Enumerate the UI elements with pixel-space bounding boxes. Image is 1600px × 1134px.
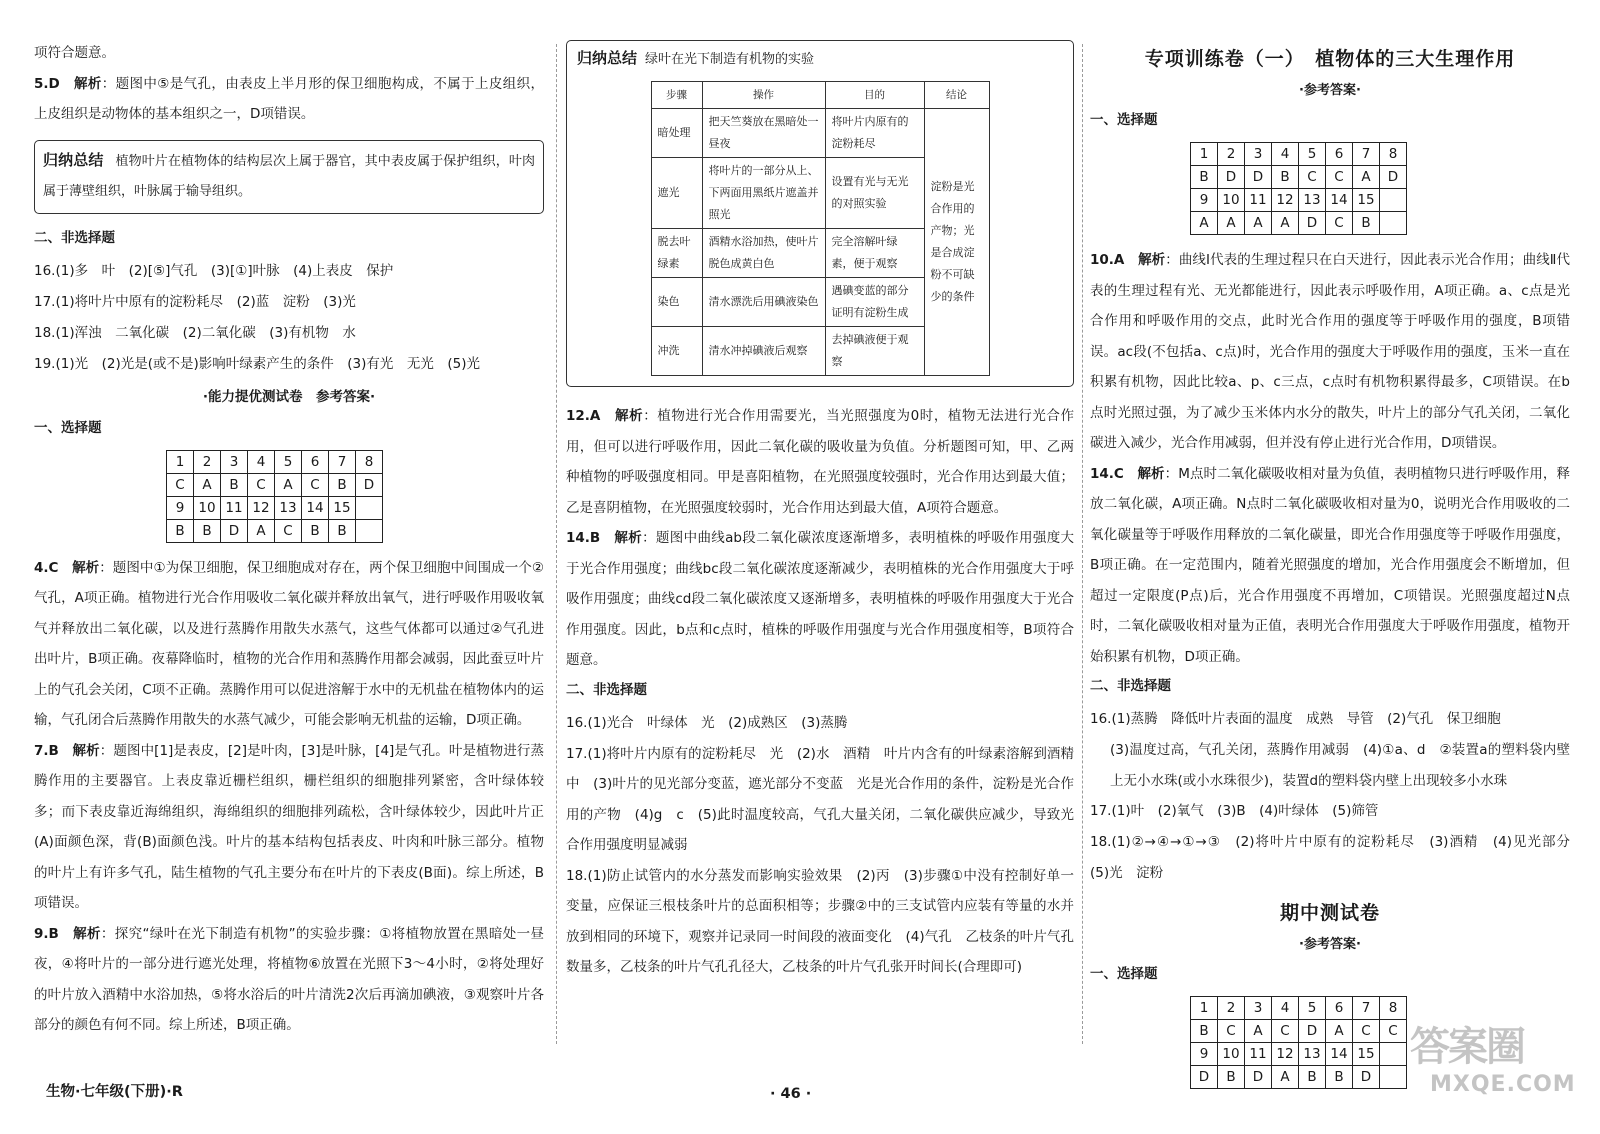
answer-16: 16.(1)蒸腾 降低叶片表面的温度 成熟 导管 (2)气孔 保卫细胞 [1090,711,1501,727]
experiment-summary-box [566,40,1074,387]
section-heading: 一、选择题 [1090,966,1158,982]
column-middle [566,38,1074,1084]
experiment-table: 步骤 操作 目的 结论 暗处理 把天竺葵放在黑暗处一昼夜 将叶片内原有的淀粉耗尽 淀粉是光合作用的产物；光是合成淀粉不可缺少的条件 遮光 将叶片的一部分从上、下两面用黑纸片遮盖并照光 设置有光与无光的对照实验 脱去叶绿素 酒精水浴加热，使叶片脱色成黄白色 完全溶解叶绿素，便于观察 染色 清水漂洗后用碘液染色 遇碘变蓝的部分证明有淀粉生成 冲洗 清水冲掉碘液后观察 去掉碘液便于观察 [651,81,990,376]
section-heading: 一、选择题 [1090,112,1158,128]
section-heading: 二、非选择题 [1090,678,1171,694]
q14-explanation: 14.C 解析：M点时二氧化碳吸收相对量为负值，表明植物只进行呼吸作用，释放二氧化碳，A项正确。N点时二氧化碳吸收相对量为0，说明光合作用吸收的二氧化碳量等于呼吸作用释放的二氧化碳量，即光合作用强度等于呼吸作用强度，B项正确。在一定范围内，随着光照强度的增加，光合作用强度会不断增加，但超过一定限度(P点)后，光合作用强度不再增加，C项错误。光照强度超过N点时，二氧化碳吸收相对量为正值，表明光合作用强度大于呼吸作用强度，植物开始积累有机物，D项正确。 [1090,465,1570,665]
answer-18: 18.(1)②→④→①→③ (2)将叶片中原有的淀粉耗尽 (3)酒精 (4)见光部分 (5)光 淀粉 [1090,834,1584,881]
q4-explanation: 4.C 解析：题图中①为保卫细胞，保卫细胞成对存在，两个保卫细胞中间围成一个②气孔，A项正确。植物进行光合作用吸收二氧化碳并释放出氧气，进行呼吸作用吸收氧气并释放出二氧化碳，以及进行蒸腾作用散失水蒸气，这些气体都可以通过②气孔进出叶片，B项正确。夜幕降临时，植物的光合作用和蒸腾作用都会减弱，因此蚕豆叶片上的气孔会关闭，C项不正确。蒸腾作用可以促进溶解于水中的无机盐在植物体内的运输，气孔闭合后蒸腾作用散失的水蒸气减少，可能会影响无机盐的运输，D项正确。 [34,559,545,728]
experiment-box-subtitle: 绿叶在光下制造有机物的实验 [645,52,815,67]
answer-19: 19.(1)光 (2)光是(或不是)影响叶绿素产生的条件 (3)有光 无光 (5)光 [34,355,480,372]
section-heading: 二、非选择题 [34,229,115,246]
q14-explanation: 14.B 解析：题图中曲线ab段二氧化碳浓度逐渐增多，表明植株的呼吸作用强度大于光合作用强度；曲线bc段二氧化碳浓度逐渐减少，表明植株的光合作用强度大于呼吸作用强度；曲线cd段二氧化碳浓度又逐渐增多，表明植株的呼吸作用强度大于光合作用强度。因此，b点和c点时，植株的呼吸作用强度与光合作用强度相等，B项符合题意。 [566,530,1075,668]
watermark-logo: 答案圈 MXQE.COM [1410,1024,1576,1097]
special-training-title: 专项训练卷（一） 植物体的三大生理作用 [1144,48,1516,70]
section-heading: 二、非选择题 [566,681,647,698]
answer-16: 16.(1)光合 叶绿体 光 (2)成熟区 (3)蒸腾 [566,714,848,731]
test-subtitle: ·能力提优测试卷 参考答案· [202,388,376,405]
answer-17: 17.(1)将叶片内原有的淀粉耗尽 光 (2)水 酒精 叶片内含有的叶绿素溶解到酒精中 (3)叶片的见光部分变蓝，遮光部分不变蓝 光是光合作用的条件，淀粉是光合作用的产物 (4)g c (5)此时温度较高，气孔大量关闭，二氧化碳供应减少，导致光合作用强度明显减弱 [566,745,1074,853]
q7-explanation: 7.B 解析：题图中[1]是表皮，[2]是叶肉，[3]是叶脉，[4]是气孔。叶是植物进行蒸腾作用的主要器官。上表皮靠近栅栏组织，栅栏组织的细胞排列紧密，含叶绿体较多；而下表皮靠近海绵组织，海绵组织的细胞排列疏松，含叶绿体较少，因此叶片正(A)面颜色深，背(B)面颜色浅。叶片的基本结构包括表皮、叶肉和叶脉三部分。植物的叶片上有许多气孔，陆生植物的气孔主要分布在叶片的下表皮(B面)。综上所述，B项错误。 [34,742,544,911]
experiment-box-title: 归纳总结 [577,49,638,67]
reference-answers-label: ·参考答案· [1299,83,1361,98]
footer-book-title: 生物·七年级(下册)·R [46,1084,183,1100]
q10-explanation: 10.A 解析：曲线Ⅰ代表的生理过程只在白天进行，因此表示光合作用；曲线Ⅱ代表的生理过程有光、无光都能进行，因此表示呼吸作用，A项正确。a、c点是光合作用和呼吸作用的交点，此时光合作用的强度等于呼吸作用的强度，B项错误。ac段(不包括a、c点)时，光合作用的强度大于呼吸作用的强度，玉米一直在积累有机物，因此比较a、p、c三点，c点时有机物积累得最多，C项错误。在b点时光照过强，为了减少玉米体内水分的散失，叶片上的部分气孔关闭，二氧化碳进入减少，光合作用减弱，但并没有停止进行光合作用，D项错误。 [1090,252,1571,451]
reference-answers-label: ·参考答案· [1299,937,1361,952]
answer-key-table: 1 2 3 4 5 6 7 8 C A B C A C B D 9 10 11 12 13 14 15 B B D A C B B [166,450,383,543]
answer-17: 17.(1)将叶片中原有的淀粉耗尽 (2)蓝 淀粉 (3)光 [34,293,356,310]
column-left [34,38,544,1084]
answer-18: 18.(1)防止试管内的水分蒸发而影响实验效果 (2)丙 (3)步骤①中没有控制好单一变量，应保证三根枝条叶片的总面积相等；步骤②中的三支试管内应装有等量的水并放到相同的环境下，观察并记录同一时间段的液面变化 (4)气孔 乙枝条的叶片气孔数量多，乙枝条的叶片气孔孔径大，乙枝条的叶片气孔张开时间长(合理即可) [566,867,1074,975]
section-heading: 一、选择题 [34,419,102,436]
carryover-text: 项符合题意。 [34,45,115,61]
q12-explanation: 12.A 解析：植物进行光合作用需要光，当光照强度为0时，植物无法进行光合作用，但可以进行呼吸作用，因此二氧化碳的吸收量为负值。分析题图可知，甲、乙两种植物的呼吸强度相同。甲是喜阳植物，在光照强度较强时，光合作用达到最大值；乙是喜阴植物，在光照强度较弱时，光合作用达到最大值，A项符合题意。 [566,408,1075,516]
answer-18: 18.(1)浑浊 二氧化碳 (2)二氧化碳 (3)有机物 水 [34,324,356,341]
answer-16-continued: (3)温度过高，气孔关闭，蒸腾作用减弱 (4)①a、d ②装置a的塑料袋内壁上无小水珠(或小水珠很少)，装置d的塑料袋内壁上出现较多小水珠 [1110,742,1570,789]
answer-key-table: 1 2 3 4 5 6 7 8 B D D B C C A D 9 10 11 12 13 14 15 A A A A D C B [1190,142,1407,235]
column-divider [1082,44,1083,1044]
summary-box-text: 植物叶片在植物体的结构层次上属于器官，其中表皮属于保护组织，叶肉属于薄壁组织，叶脉属于输导组织。 [43,153,535,199]
q5-explanation: 5.D 解析：题图中⑤是气孔，由表皮上半月形的保卫细胞构成，不属于上皮组织，上皮组织是动物体的基本组织之一，D项错误。 [34,75,545,122]
summary-box [34,140,544,214]
page-number: · 46 · [770,1086,812,1102]
experiment-conclusion: 淀粉是光合作用的产物；光是合成淀粉不可缺少的条件 [924,109,989,376]
summary-box-title: 归纳总结 [43,150,104,169]
q9-explanation: 9.B 解析：探究“绿叶在光下制造有机物”的实验步骤：①将植物放置在黑暗处一昼夜，④将叶片的一部分进行遮光处理，将植物⑥放置在光照下3～4小时，②将处理好的叶片放入酒精中水浴加热，⑤将水浴后的叶片清洗2次后再滴加碘液，③观察叶片各部分的颜色有何不同。综上所述，B项正确。 [34,925,545,1033]
column-divider [556,44,557,1044]
answer-16: 16.(1)多 叶 (2)[⑤]气孔 (3)[①]叶脉 (4)上表皮 保护 [34,262,394,279]
column-right [1090,42,1584,1088]
midterm-answer-key-table: 1 2 3 4 5 6 7 8 B C A C D A C C 9 10 11 12 13 14 15 D B D A B B D [1190,996,1407,1089]
answer-17: 17.(1)叶 (2)氧气 (3)B (4)叶绿体 (5)筛管 [1090,803,1379,819]
midterm-title: 期中测试卷 [1279,902,1380,924]
